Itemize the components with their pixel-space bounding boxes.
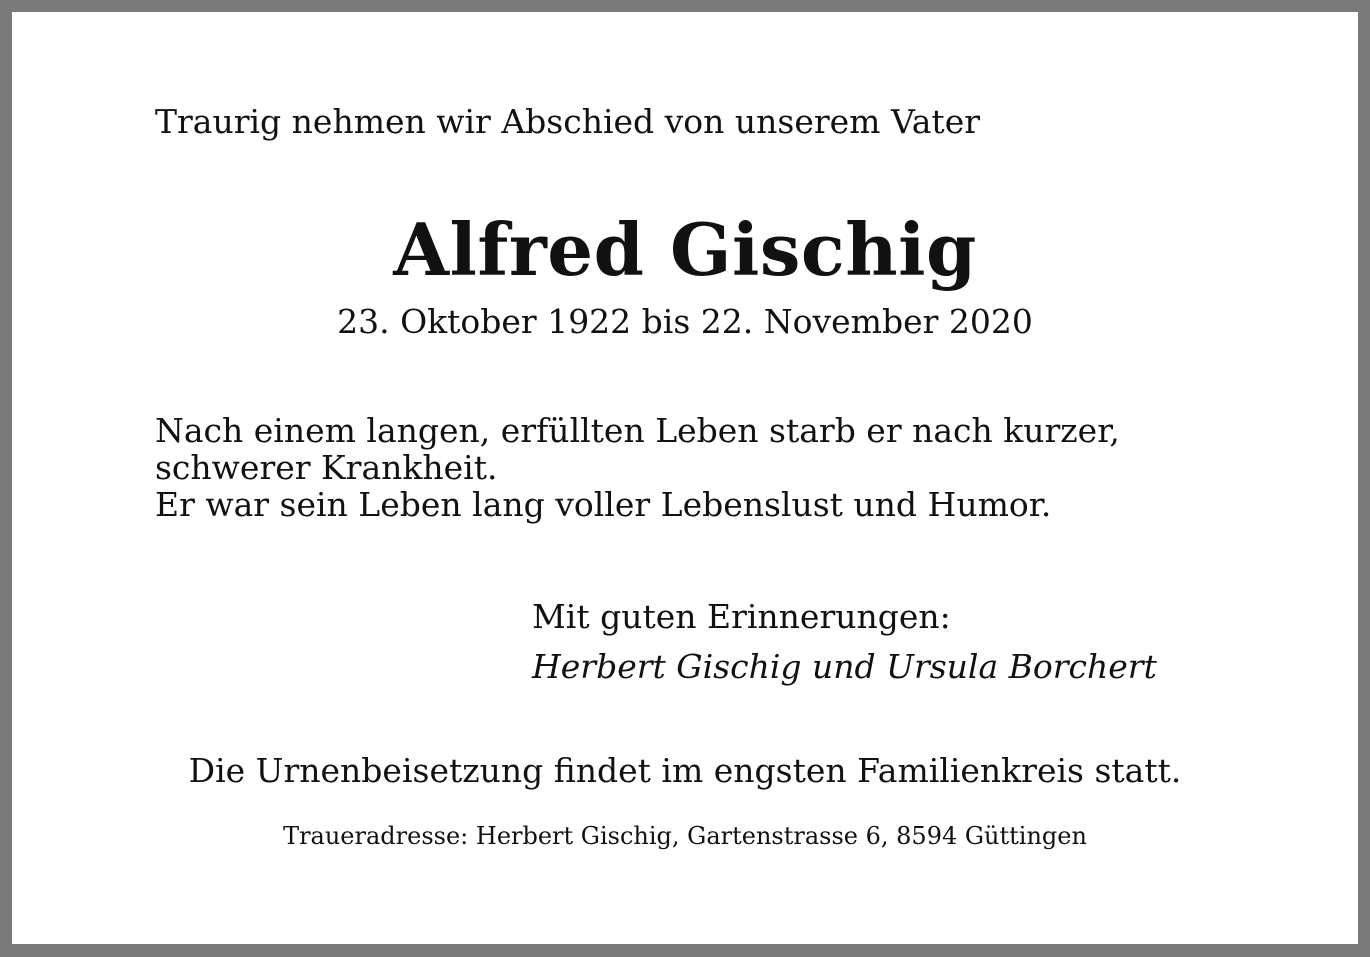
deceased-name: Alfred Gischig xyxy=(393,207,977,292)
signers: Herbert Gischig und Ursula Borchert xyxy=(532,647,1157,686)
burial-notice: Die Urnenbeisetzung findet im engsten Familienkreis statt. xyxy=(188,751,1182,790)
obituary-page xyxy=(12,12,1358,944)
mourning-address: Traueradresse: Herbert Gischig, Gartenstrasse 6, 8594 Güttingen xyxy=(283,822,1087,850)
intro-text: Traurig nehmen wir Abschied von unserem Vater xyxy=(155,102,980,141)
memories-block xyxy=(532,592,1157,692)
memories-label: Mit guten Erinnerungen: xyxy=(532,597,951,636)
life-dates: 23. Oktober 1922 bis 22. November 2020 xyxy=(337,302,1033,341)
body-line-illness: Nach einem langen, erfüllten Leben starb er nach kurzer, schwerer Krankheit. xyxy=(155,411,1120,487)
body-line-character: Er war sein Leben lang voller Lebenslust und Humor. xyxy=(155,485,1052,524)
obituary-body xyxy=(155,412,1245,523)
